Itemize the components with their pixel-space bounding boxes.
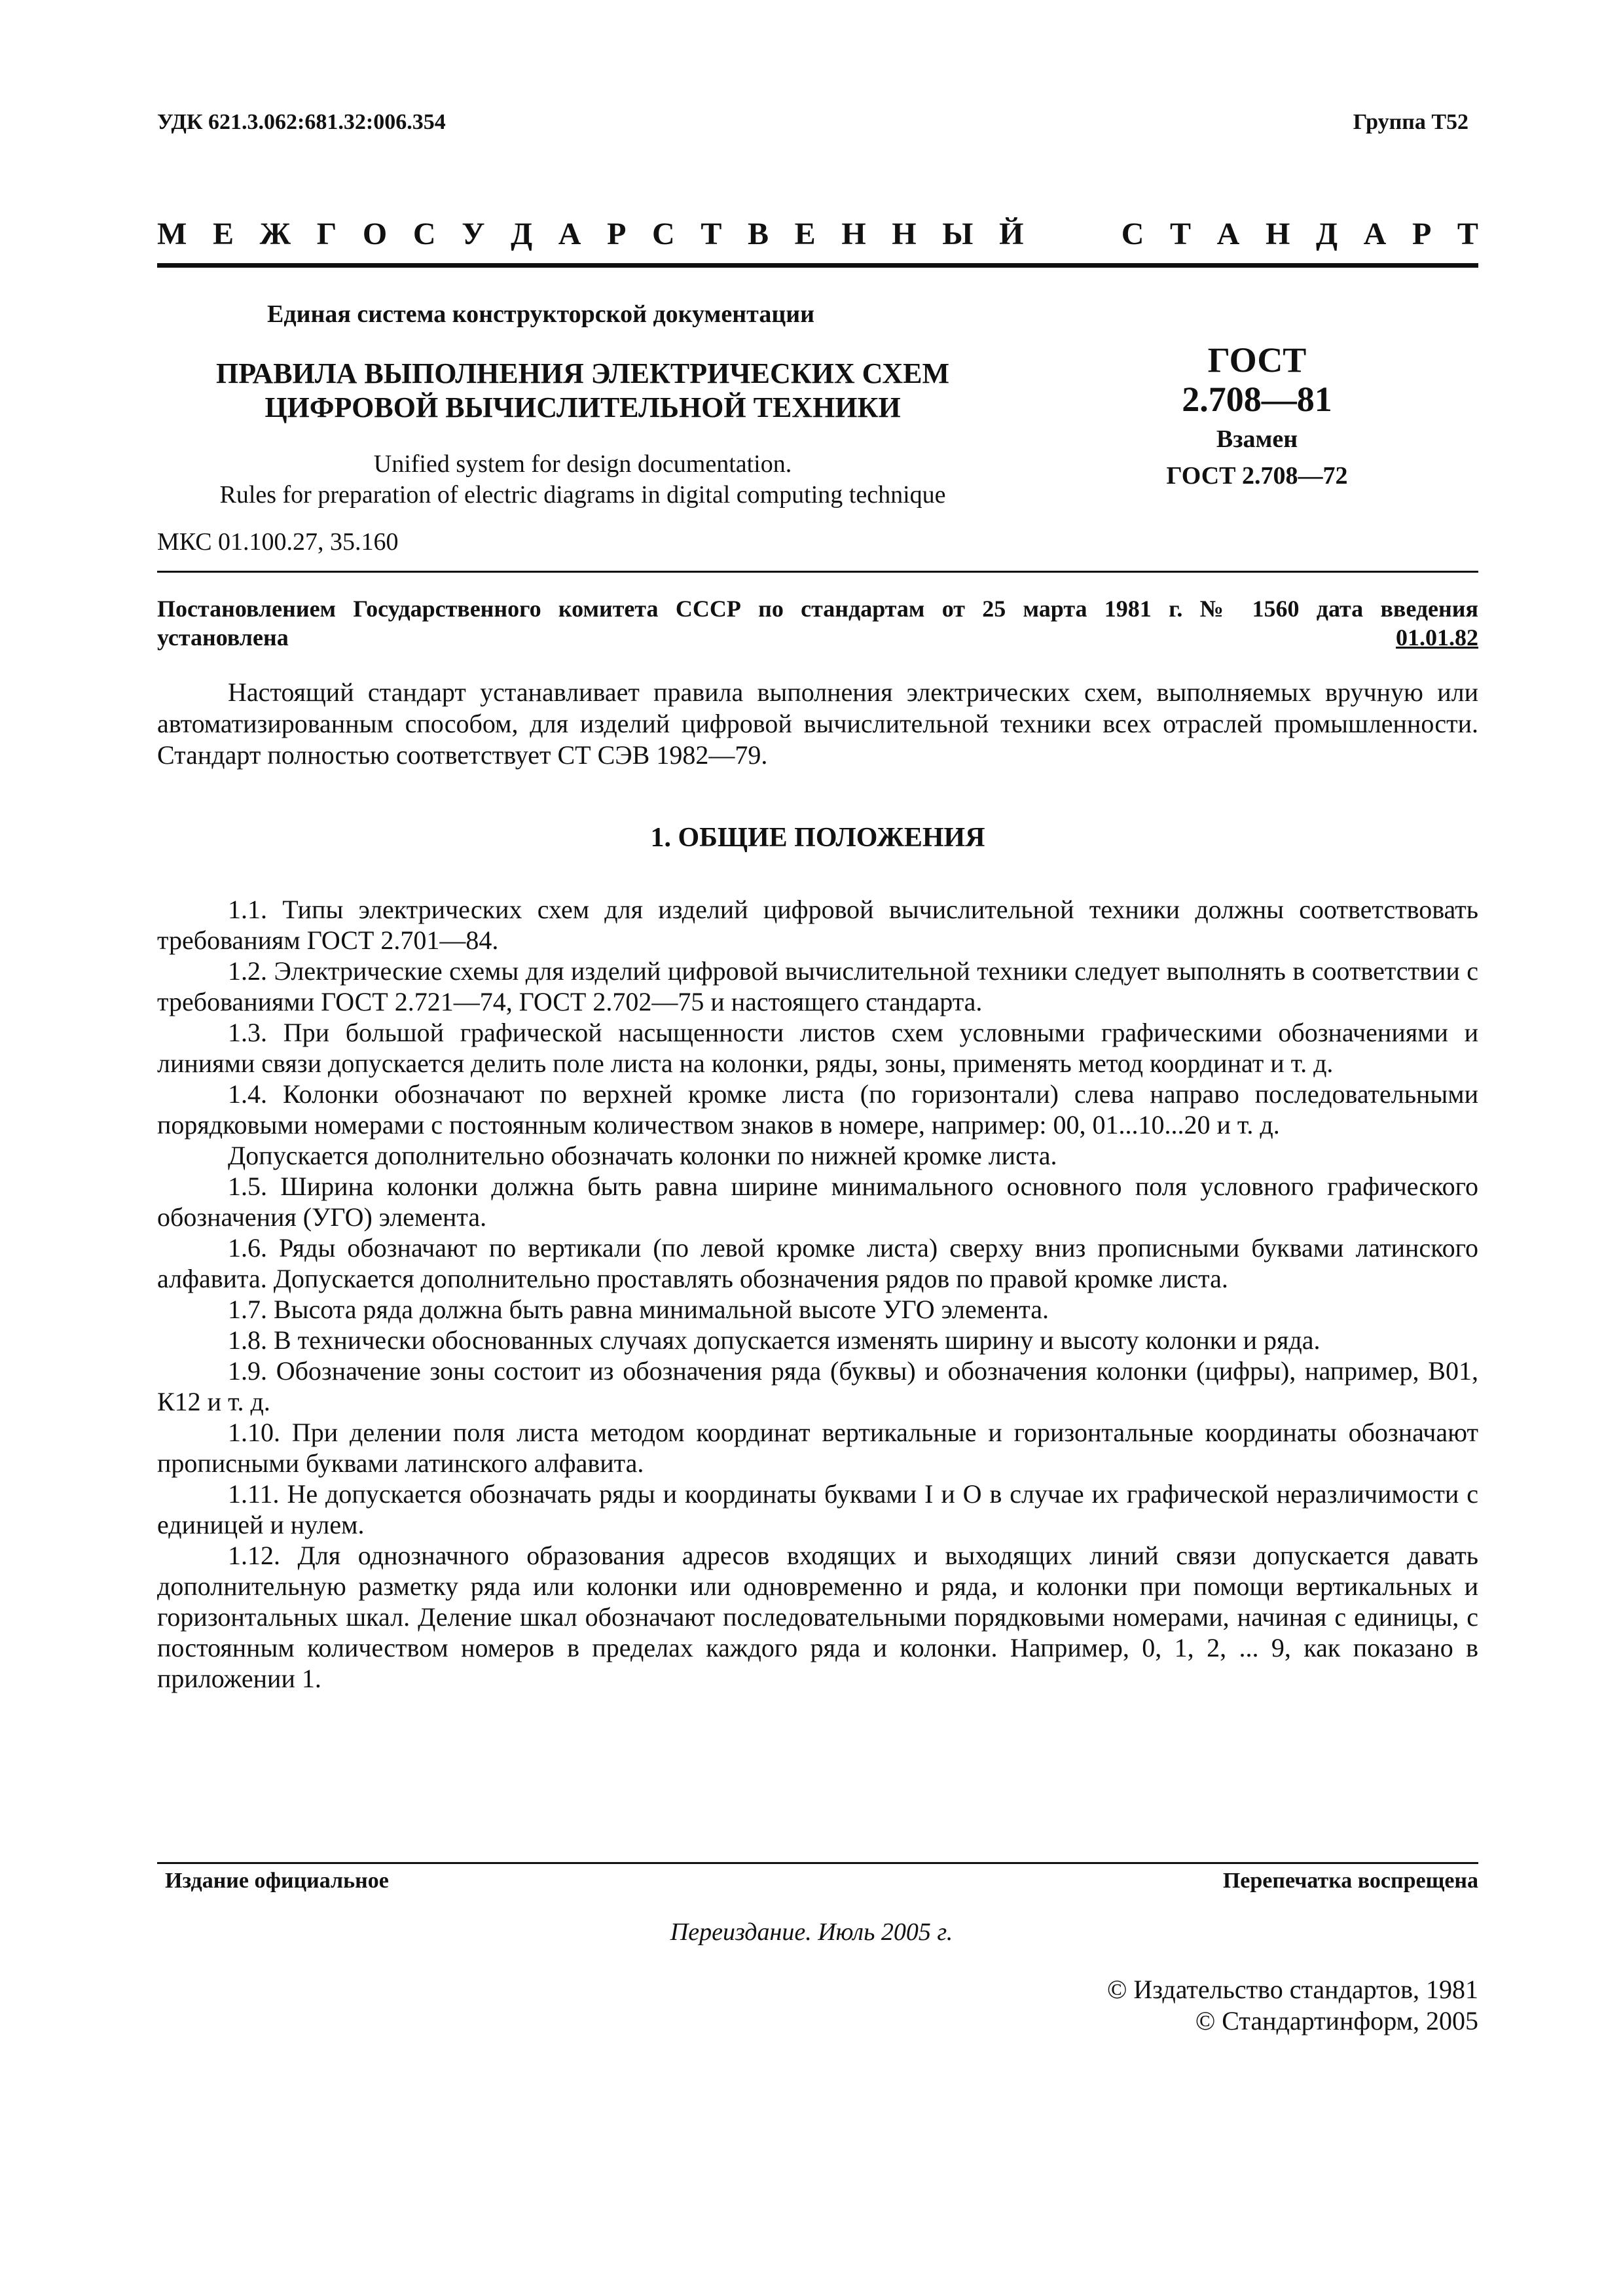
- paragraph: 1.11. Не допускается обозначать ряды и координаты буквами I и O в случае их графической неразличимости с единицей и нулем.: [157, 1479, 1478, 1539]
- official-edition: Издание официальное: [165, 1869, 389, 1893]
- banner-word-gap: [1049, 216, 1095, 252]
- reissue-note: Переиздание. Июль 2005 г.: [670, 1918, 953, 1946]
- banner-letter: Р: [607, 217, 627, 251]
- paragraph: 1.9. Обозначение зоны состоит из обозначения ряда (буквы) и обозначения колонки (цифры), например, В01, К12 и т. д.: [157, 1356, 1478, 1416]
- header-rule: [157, 571, 1478, 573]
- banner-letter: А: [1363, 217, 1387, 251]
- intro-paragraph: Настоящий стандарт устанавливает правила выполнения электрических схем, выполняемых вручную или автоматизированным способом, для изделий цифровой вычислительной техники всех отраслей промышленности. Стандарт полностью соответствует СТ СЭВ 1982—79.: [157, 677, 1478, 770]
- banner-rule: [157, 263, 1478, 268]
- gost-number: 2.708—81: [1182, 380, 1332, 419]
- paragraph: 1.10. При делении поля листа методом координат вертикальные и горизонтальные координаты обозначают прописными буквами латинского алфавита.: [157, 1418, 1478, 1478]
- gost-designation: [1074, 340, 1440, 492]
- banner-letter: Т: [1457, 217, 1478, 251]
- group-code: Группа Т52: [1353, 110, 1468, 134]
- paragraph: 1.7. Высота ряда должна быть равна минимальной высоте УГО элемента.: [228, 1295, 1049, 1324]
- title-line: ПРАВИЛА ВЫПОЛНЕНИЯ ЭЛЕКТРИЧЕСКИХ СХЕМ: [216, 357, 949, 389]
- banner-letter: Н: [892, 217, 917, 251]
- paragraph: 1.3. При большой графической насыщенности листов схем условными графическими обозначениями и линиями связи допускается делить поле листа на колонки, ряды, зоны, применять метод координат и т. д.: [157, 1018, 1478, 1078]
- paragraph: 1.6. Ряды обозначают по вертикали (по левой кромке листа) сверху вниз прописными буквами латинского алфавита. Допускается дополнительно проставлять обозначения рядов по правой кромке листа.: [157, 1233, 1478, 1293]
- banner-letter: Д: [511, 217, 533, 251]
- banner-letter: Р: [1412, 217, 1432, 251]
- paragraph: 1.12. Для однозначного образования адресов входящих и выходящих линий связи допускается давать дополнительную разметку ряда или колонки или одновременно и ряда, и колонки при помощи вертикальных и горизонтальных шкал. Деление шкал обозначают последовательными порядковыми номерами, начиная с единицы, с постоянным количеством номеров в пределах каждого ряда и колонки. Например, 0, 1, 2, ... 9, как показано в приложении 1.: [157, 1541, 1478, 1693]
- paragraph: 1.1. Типы электрических схем для изделий цифровой вычислительной техники должны соответствовать требованиям ГОСТ 2.701—84.: [157, 895, 1478, 955]
- banner-letter: У: [462, 217, 485, 251]
- paragraph: 1.8. В технически обоснованных случаях допускается изменять ширину и высоту колонки и ряда.: [228, 1325, 1321, 1355]
- english-title-line: Rules for preparation of electric diagrams in digital computing technique: [219, 481, 946, 509]
- banner-letter: С: [412, 217, 436, 251]
- paragraph: 1.2. Электрические схемы для изделий цифровой вычислительной техники следует выполнять в соответствии с требованиями ГОСТ 2.721—74, ГОСТ 2.702—75 и настоящего стандарта.: [157, 956, 1478, 1016]
- banner-letter: Н: [1265, 217, 1290, 251]
- banner-letter: Ы: [942, 217, 974, 251]
- introduction-date: 01.01.82: [1396, 624, 1478, 651]
- replaced-standard: ГОСТ 2.708—72: [1166, 462, 1348, 490]
- mks-code: МКС 01.100.27, 35.160: [157, 528, 399, 556]
- banner-letter: Е: [212, 217, 234, 251]
- interstate-standard-banner: [157, 216, 1478, 252]
- copyright-block: [1107, 1974, 1478, 2037]
- copyright-line: © Издательство стандартов, 1981: [1106, 1975, 1478, 2004]
- english-title: [157, 449, 1008, 511]
- section-body: [157, 894, 1478, 1694]
- banner-letter: Ж: [259, 217, 291, 251]
- system-name: Единая система конструкторской документации: [267, 300, 814, 328]
- banner-letter: Е: [794, 217, 816, 251]
- udk-code: УДК 621.3.062:681.32:006.354: [157, 110, 446, 134]
- document-title: [157, 357, 1008, 425]
- title-line: ЦИФРОВОЙ ВЫЧИСЛИТЕЛЬНОЙ ТЕХНИКИ: [264, 391, 901, 423]
- copyright-line: © Стандартинформ, 2005: [1195, 2006, 1478, 2036]
- banner-letter: Т: [1170, 217, 1192, 251]
- banner-letter: А: [1216, 217, 1240, 251]
- decree-established: установлена: [157, 624, 289, 651]
- paragraph: 1.5. Ширина колонки должна быть равна ширине минимального основного поля условного графического обозначения (УГО) элемента.: [157, 1172, 1478, 1232]
- banner-letter: Д: [1315, 217, 1338, 251]
- footer-rule: [157, 1862, 1478, 1864]
- english-title-line: Unified system for design documentation.: [373, 450, 792, 478]
- decree-line-2: [157, 623, 1478, 652]
- section-title: 1. ОБЩИЕ ПОЛОЖЕНИЯ: [650, 823, 985, 853]
- paragraph: 1.4. Колонки обозначают по верхней кромке листа (по горизонтали) слева направо последовательными порядковыми номерами с постоянным количеством знаков в номере, например: 00, 01...10...20 и т. д.: [157, 1079, 1478, 1139]
- banner-letter: Г: [316, 217, 337, 251]
- replaces-label: Взамен: [1216, 425, 1298, 453]
- reprint-prohibited: Перепечатка воспрещена: [1222, 1869, 1478, 1893]
- banner-letter: Й: [999, 217, 1024, 251]
- banner-letter: В: [748, 217, 769, 251]
- decree-line: Постановлением Государственного комитета СССР по стандартам от 25 марта 1981 г. № 1560 дата введения: [157, 596, 1478, 622]
- gost-label: ГОСТ: [1207, 340, 1307, 380]
- banner-letter: О: [362, 217, 388, 251]
- banner-letter: С: [1121, 217, 1144, 251]
- banner-letter: А: [558, 217, 581, 251]
- banner-letter: С: [652, 217, 675, 251]
- paragraph: Допускается дополнительно обозначать колонки по нижней кромке листа.: [228, 1141, 1057, 1170]
- banner-letter: Н: [841, 217, 866, 251]
- banner-letter: М: [157, 217, 187, 251]
- banner-letter: Т: [701, 217, 722, 251]
